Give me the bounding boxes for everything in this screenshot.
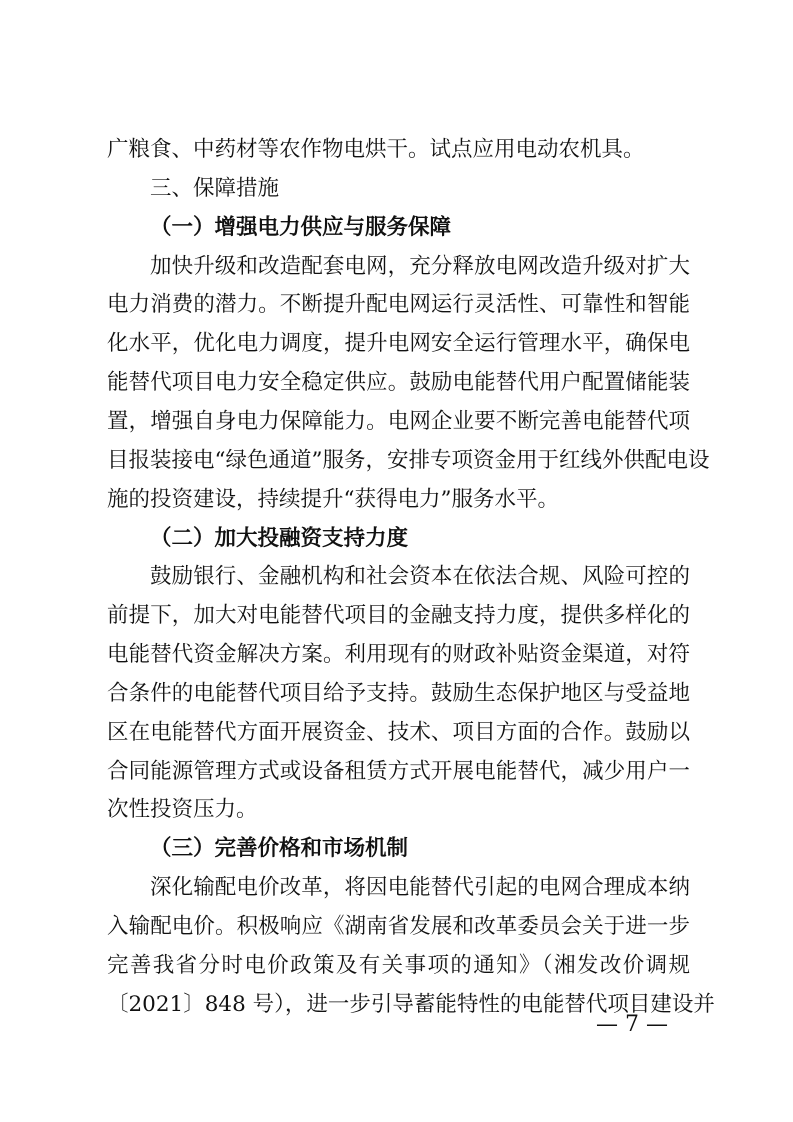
text-line: 目报装接电“绿色通道”服务，安排专项资金用于红线外供配电设 (107, 447, 710, 473)
section-heading: （三）完善价格和市场机制 (150, 836, 409, 862)
section-heading: （二）加大投融资支持力度 (150, 525, 409, 551)
text-line: 广粮食、中药材等农作物电烘干。试点应用电动农机具。 (107, 137, 645, 162)
section-heading: （一）增强电力供应与服务保障 (150, 214, 452, 240)
text-line: 能替代项目电力安全稳定供应。鼓励电能替代用户配置储能装 (107, 370, 690, 396)
text-line: 加快升级和改造配套电网，充分释放电网改造升级对扩大 (150, 253, 690, 279)
text-line: 鼓励银行、金融机构和社会资本在依法合规、风险可控的 (150, 564, 690, 590)
text-line: 施的投资建设，持续提升“获得电力”服务水平。 (107, 486, 559, 512)
text-line: 三、保障措施 (150, 175, 280, 201)
text-line: 置，增强自身电力保障能力。电网企业要不断完善电能替代项 (107, 408, 690, 434)
text-line: 电力消费的潜力。不断提升配电网运行灵活性、可靠性和智能 (107, 292, 690, 318)
text-line: 区在电能替代方面开展资金、技术、项目方面的合作。鼓励以 (107, 719, 690, 745)
text-line: 合条件的电能替代项目给予支持。鼓励生态保护地区与受益地 (107, 680, 690, 706)
text-line: 完善我省分时电价政策及有关事项的通知》（湘发改价调规 (107, 952, 690, 978)
text-line: 电能替代资金解决方案。利用现有的财政补贴资金渠道，对符 (107, 642, 690, 668)
text-line: 前提下，加大对电能替代项目的金融支持力度，提供多样化的 (107, 603, 690, 629)
text-line: 〔2021〕848 号），进一步引导蓄能特性的电能替代项目建设并 (107, 991, 715, 1017)
page-number: — 7 — (596, 1012, 668, 1037)
text-line: 化水平，优化电力调度，提升电网安全运行管理水平，确保电 (107, 331, 690, 357)
text-line: 合同能源管理方式或设备租赁方式开展电能替代，减少用户一 (107, 758, 690, 784)
text-line: 深化输配电价改革，将因电能替代引起的电网合理成本纳 (150, 875, 690, 901)
text-line: 入输配电价。积极响应《湖南省发展和改革委员会关于进一步 (107, 914, 690, 939)
text-line: 次性投资压力。 (107, 797, 258, 823)
